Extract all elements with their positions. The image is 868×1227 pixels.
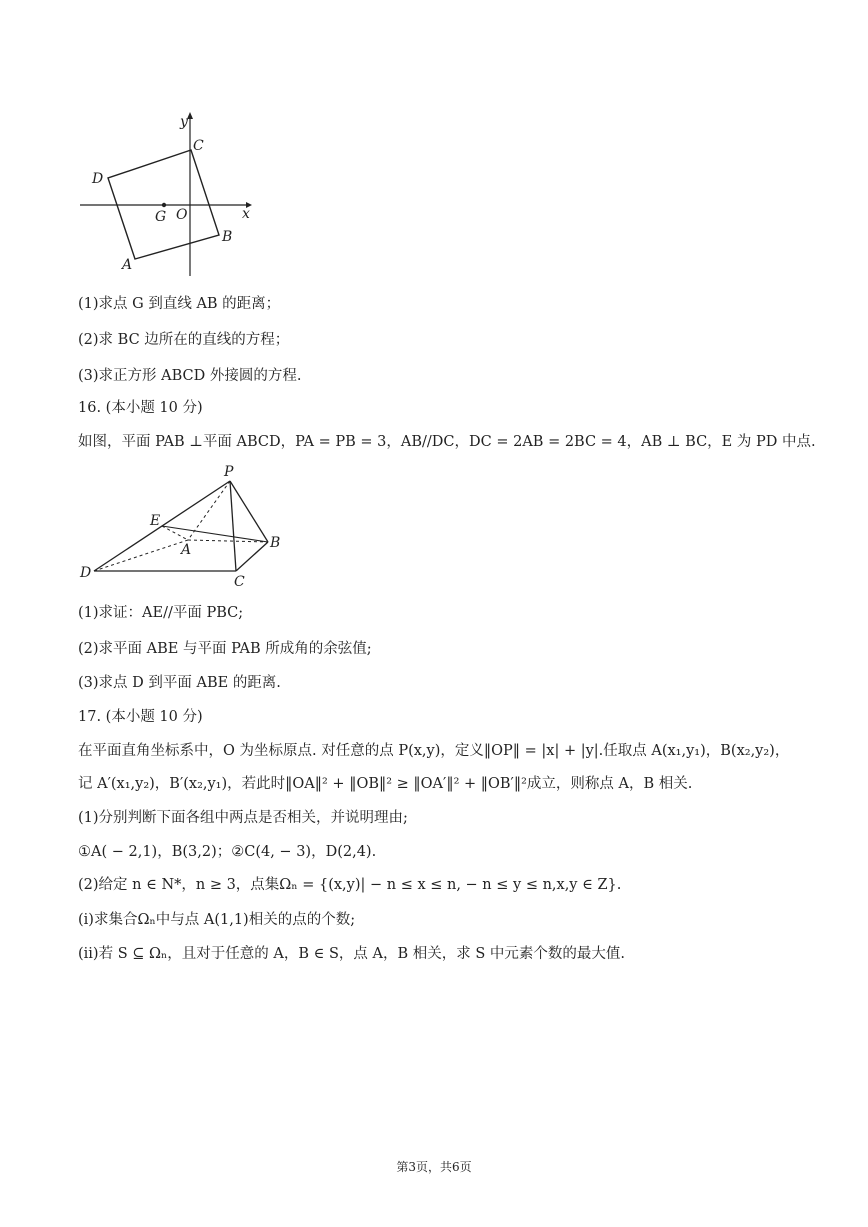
edge-pb <box>230 481 268 542</box>
q16-stem: 如图，平面 PAB ⊥平面 ABCD，PA = PB = 3，AB//DC，DC = 2AB = 2BC = 4，AB ⊥ BC，E 为 PD 中点. <box>78 434 816 450</box>
q15-part-3: (3)求正方形 ABCD 外接圆的方程. <box>78 368 302 384</box>
q17-part-2: (2)给定 n ∈ N*，n ≥ 3，点集Ωₙ = {(x,y)| − n ≤ x ≤ n, − n ≤ y ≤ n,x,y ∈ Z}. <box>78 877 622 893</box>
point-g <box>162 203 166 207</box>
q17-stem-line-1: 在平面直角坐标系中，O 为坐标原点. 对任意的点 P(x,y)，定义‖OP‖ = |x| + |y|.任取点 A(x₁,y₁)，B(x₂,y₂)， <box>78 743 790 759</box>
label-c: C <box>234 574 245 590</box>
pyramid-figure <box>78 462 288 590</box>
q17-heading: 17. (本小题 10 分) <box>78 709 203 725</box>
q17-part-2-ii: (ii)若 S ⊆ Ωₙ，且对于任意的 A，B ∈ S，点 A，B 相关，求 S 中元素个数的最大值. <box>78 946 626 962</box>
label-d: D <box>92 171 104 187</box>
label-d: D <box>80 565 92 581</box>
label-b: B <box>270 535 281 551</box>
label-g: G <box>155 209 167 225</box>
edge-da <box>94 540 188 571</box>
q17-part-1-items: ①A( − 2,1)，B(3,2)；②C(4, − 3)，D(2,4). <box>78 844 377 860</box>
q15-part-1: (1)求点 G 到直线 AB 的距离； <box>78 296 281 312</box>
q16-part-2: (2)求平面 ABE 与平面 PAB 所成角的余弦值; <box>78 641 372 657</box>
q17-stem-line-2: 记 A′(x₁,y₂)，B′(x₂,y₁)，若此时‖OA‖² + ‖OB‖² ≥ ‖OA′‖² + ‖OB′‖²成立，则称点 A，B 相关. <box>78 776 693 792</box>
label-c: C <box>193 138 204 154</box>
q17-part-1: (1)分别判断下面各组中两点是否相关，并说明理由; <box>78 810 408 826</box>
q16-part-1: (1)求证：AE//平面 PBC; <box>78 605 244 621</box>
edge-cb <box>236 542 268 571</box>
segment-eb <box>162 526 268 542</box>
q15-part-2: (2)求 BC 边所在的直线的方程； <box>78 332 290 348</box>
square-coordinate-figure <box>70 108 260 280</box>
label-x: x <box>242 206 250 222</box>
page-footer: 第3页，共6页 <box>396 1160 472 1174</box>
label-o: O <box>176 207 188 223</box>
edge-pc <box>230 481 236 571</box>
label-a: A <box>122 257 133 273</box>
label-e: E <box>150 513 161 529</box>
q16-part-3: (3)求点 D 到平面 ABE 的距离. <box>78 675 281 691</box>
q16-heading: 16. (本小题 10 分) <box>78 400 203 416</box>
q17-part-2-i: (i)求集合Ωₙ中与点 A(1,1)相关的点的个数; <box>78 912 356 928</box>
label-a: A <box>181 542 192 558</box>
label-b: B <box>222 229 233 245</box>
label-p: P <box>224 464 234 480</box>
label-y: y <box>180 114 188 130</box>
